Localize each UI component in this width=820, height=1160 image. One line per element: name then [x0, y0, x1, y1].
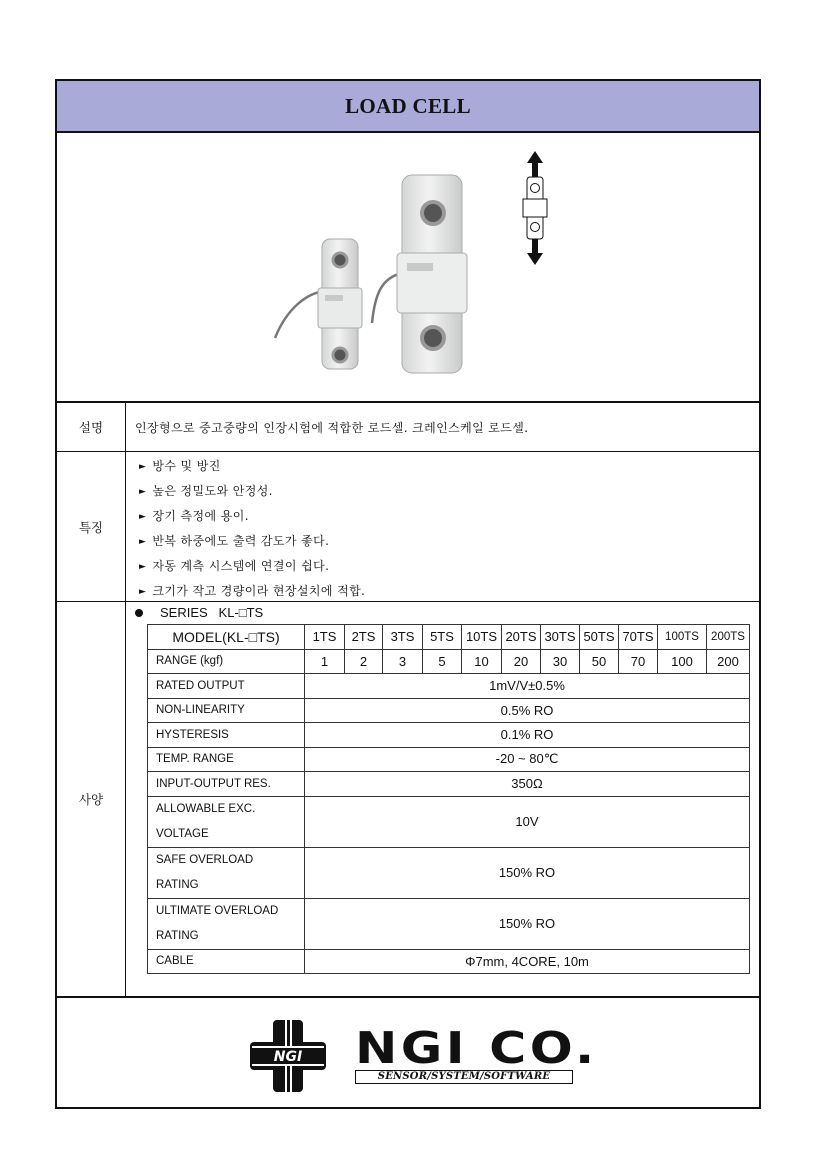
- param-value: 0.1% RO: [305, 723, 750, 748]
- product-photo: [57, 133, 759, 403]
- param-name: RANGE (kgf): [148, 649, 305, 674]
- page-title: LOAD CELL: [345, 93, 471, 118]
- param-value: 350Ω: [305, 772, 750, 797]
- pointer-arrow-icon: ►: [139, 587, 147, 597]
- load-cell-illustration: [57, 133, 759, 401]
- table-row: [148, 698, 750, 723]
- feature-text: 장기 측정에 용이.: [152, 509, 249, 523]
- table-row: [148, 847, 750, 898]
- description-label: 설명: [57, 403, 126, 451]
- features-label: 특징: [57, 452, 126, 601]
- company-name: NGI CO.: [355, 1023, 598, 1074]
- model-header: MODEL(KL-□TS): [148, 625, 305, 650]
- table-row: [148, 898, 750, 949]
- feature-text: 높은 정밀도와 안정성.: [152, 484, 273, 498]
- title-bar: [57, 81, 759, 133]
- param-name: HYSTERESIS: [148, 723, 305, 748]
- description-text: 인장형으로 중고중량의 인장시험에 적합한 로드셀. 크레인스케일 로드셀.: [135, 420, 529, 435]
- table-row: [148, 723, 750, 748]
- param-name-line: ULTIMATE OVERLOAD: [156, 904, 279, 917]
- table-row: [148, 674, 750, 699]
- pointer-arrow-icon: ►: [139, 487, 147, 497]
- footer: [57, 998, 759, 1109]
- param-name-line: RATING: [156, 878, 199, 891]
- table-row: [148, 796, 750, 847]
- range-cell: 2: [345, 649, 383, 674]
- param-value: -20 ~ 80℃: [305, 747, 750, 772]
- arrow-down-icon: [527, 239, 543, 265]
- model-cell: 20TS: [502, 625, 541, 650]
- range-cell: 1: [305, 649, 345, 674]
- table-row: [148, 747, 750, 772]
- list-item: [139, 530, 365, 555]
- ngi-logo-icon: [248, 1018, 328, 1094]
- param-name-line: VOLTAGE: [156, 827, 209, 840]
- range-cell: 100: [658, 649, 707, 674]
- range-cell: 5: [423, 649, 462, 674]
- range-cell: 3: [383, 649, 423, 674]
- series-name: SERIES KL-□TS: [160, 605, 264, 620]
- model-cell: 10TS: [462, 625, 502, 650]
- large-load-cell: [372, 175, 467, 373]
- param-value: 1mV/V±0.5%: [305, 674, 750, 699]
- feature-text: 자동 계측 시스템에 연결이 쉽다.: [152, 559, 330, 573]
- model-cell: 30TS: [541, 625, 580, 650]
- table-row: [148, 649, 750, 674]
- list-item: [139, 505, 365, 530]
- model-cell: 200TS: [707, 625, 750, 650]
- model-cell: 2TS: [345, 625, 383, 650]
- param-name: CABLE: [148, 949, 305, 974]
- param-name: INPUT-OUTPUT RES.: [148, 772, 305, 797]
- feature-text: 방수 및 방진: [152, 459, 221, 473]
- model-cell: 1TS: [305, 625, 345, 650]
- specs-label: 사양: [57, 602, 126, 996]
- range-cell: 50: [580, 649, 619, 674]
- table-row: [148, 625, 750, 650]
- model-cell: 50TS: [580, 625, 619, 650]
- range-cell: 70: [619, 649, 658, 674]
- range-cell: 30: [541, 649, 580, 674]
- model-cell: 5TS: [423, 625, 462, 650]
- param-name: [148, 796, 305, 847]
- table-row: [148, 949, 750, 974]
- model-cell: 70TS: [619, 625, 658, 650]
- small-load-cell: [275, 239, 362, 369]
- param-name: RATED OUTPUT: [148, 674, 305, 699]
- model-cell: 100TS: [658, 625, 707, 650]
- param-name-line: ALLOWABLE EXC.: [156, 802, 256, 815]
- features-row: [57, 452, 759, 602]
- feature-text: 크기가 작고 경량이라 현장설치에 적합.: [152, 584, 366, 598]
- range-cell: 20: [502, 649, 541, 674]
- feature-text: 반복 하중에도 출력 감도가 좋다.: [152, 534, 330, 548]
- param-value: 150% RO: [305, 898, 750, 949]
- pointer-arrow-icon: ►: [139, 537, 147, 547]
- arrow-up-icon: [527, 151, 543, 177]
- range-cell: 200: [707, 649, 750, 674]
- pointer-arrow-icon: ►: [139, 512, 147, 522]
- tension-diagram: [523, 151, 547, 265]
- datasheet: [55, 79, 761, 1109]
- param-value: 10V: [305, 796, 750, 847]
- param-value: 150% RO: [305, 847, 750, 898]
- model-cell: 3TS: [383, 625, 423, 650]
- param-value: 0.5% RO: [305, 698, 750, 723]
- param-name: [148, 847, 305, 898]
- param-value: Φ7mm, 4CORE, 10m: [305, 949, 750, 974]
- list-item: [139, 555, 365, 580]
- param-name-line: RATING: [156, 929, 199, 942]
- pointer-arrow-icon: ►: [139, 462, 147, 472]
- param-name: TEMP. RANGE: [148, 747, 305, 772]
- table-row: [148, 772, 750, 797]
- list-item: [139, 455, 365, 480]
- description-row: [57, 403, 759, 452]
- features-list: [139, 455, 365, 605]
- param-name-line: SAFE OVERLOAD: [156, 853, 254, 866]
- logo-mark-text: NGI: [273, 1049, 303, 1065]
- company-tagline: SENSOR/SYSTEM/SOFTWARE: [355, 1070, 573, 1084]
- series-line: [135, 605, 263, 620]
- specs-row: [57, 602, 759, 998]
- list-item: [139, 480, 365, 505]
- bullet-icon: [135, 609, 143, 617]
- range-cell: 10: [462, 649, 502, 674]
- spec-table: [147, 624, 750, 974]
- pointer-arrow-icon: ►: [139, 562, 147, 572]
- param-name: [148, 898, 305, 949]
- param-name: NON-LINEARITY: [148, 698, 305, 723]
